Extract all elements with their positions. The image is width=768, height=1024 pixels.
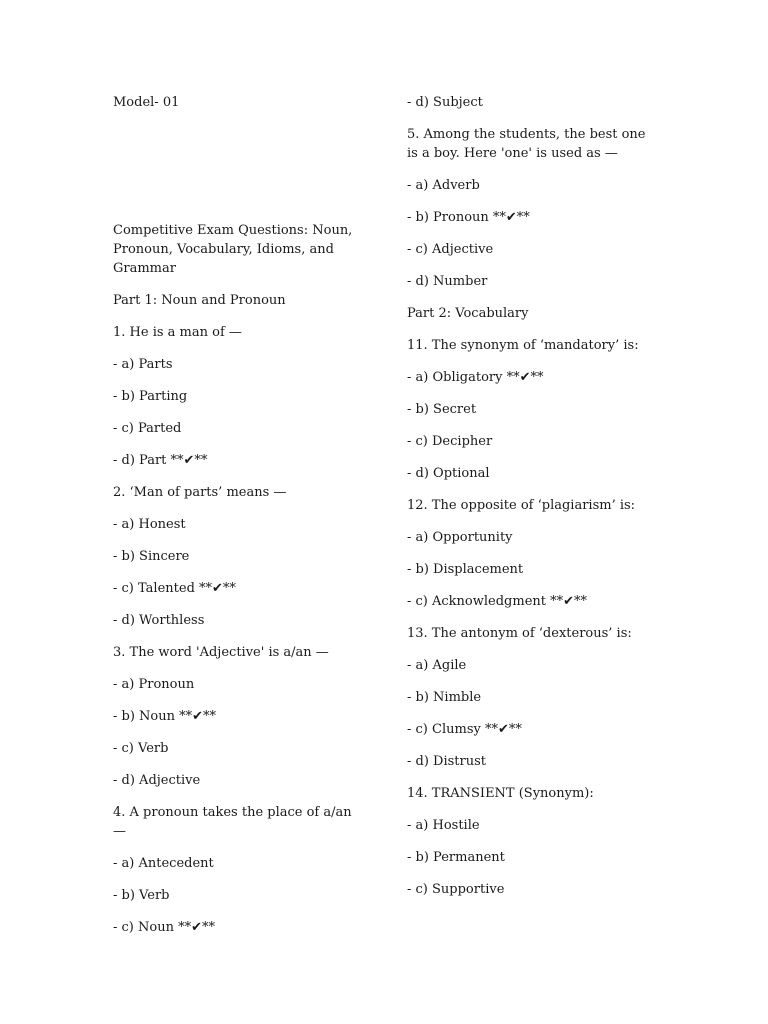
option-line-correct: - c) Acknowledgment **✔**	[407, 594, 588, 609]
question-12: 12. The opposite of ‘plagiarism’ is:	[407, 498, 636, 513]
option-line: - d) Number	[407, 274, 488, 289]
part2-heading: Part 2: Vocabulary	[407, 306, 529, 321]
option-line-correct: - b) Noun **✔**	[113, 709, 217, 724]
option-line-correct: - c) Talented **✔**	[113, 581, 236, 596]
option-line-correct: - c) Clumsy **✔**	[407, 722, 522, 737]
question-14: 14. TRANSIENT (Synonym):	[407, 786, 594, 801]
option-line: - a) Hostile	[407, 818, 480, 833]
left-column	[113, 93, 361, 950]
part1-heading: Part 1: Noun and Pronoun	[113, 293, 286, 308]
option-line: - b) Parting	[113, 389, 188, 404]
option-line: - d) Optional	[407, 466, 490, 481]
option-line: - a) Parts	[113, 357, 173, 372]
option-line-correct: - a) Obligatory **✔**	[407, 370, 544, 385]
blank-space	[113, 125, 361, 221]
option-line: - a) Adverb	[407, 178, 480, 193]
option-line: - a) Pronoun	[113, 677, 195, 692]
option-line: - a) Opportunity	[407, 530, 513, 545]
option-line: - c) Verb	[113, 741, 169, 756]
option-line: - b) Verb	[113, 888, 170, 903]
option-line: - d) Distrust	[407, 754, 487, 769]
option-line: - b) Displacement	[407, 562, 524, 577]
option-line: - c) Supportive	[407, 882, 505, 897]
option-line: - a) Honest	[113, 517, 186, 532]
option-line: - b) Permanent	[407, 850, 505, 865]
option-line: - b) Sincere	[113, 549, 190, 564]
question-2: 2. ‘Man of parts’ means —	[113, 485, 287, 500]
option-line: - b) Secret	[407, 402, 477, 417]
option-line: - d) Adjective	[113, 773, 201, 788]
option-line-correct: - d) Part **✔**	[113, 453, 208, 468]
option-line: - c) Parted	[113, 421, 182, 436]
right-column	[407, 93, 655, 912]
question-5: 5. Among the students, the best one is a boy. Here 'one' is used as —	[407, 127, 646, 161]
option-line-correct: - c) Noun **✔**	[113, 920, 215, 935]
question-11: 11. The synonym of ‘mandatory’ is:	[407, 338, 639, 353]
option-line: - d) Worthless	[113, 613, 205, 628]
option-line: - d) Subject	[407, 95, 483, 110]
question-4: 4. A pronoun takes the place of a/an —	[113, 805, 352, 839]
model-title: Model- 01	[113, 95, 180, 110]
question-13: 13. The antonym of ‘dexterous’ is:	[407, 626, 632, 641]
option-line: - a) Antecedent	[113, 856, 214, 871]
question-3: 3. The word 'Adjective' is a/an —	[113, 645, 329, 660]
document-title: Competitive Exam Questions: Noun, Pronoun, Vocabulary, Idioms, and Grammar	[113, 223, 353, 276]
question-1: 1. He is a man of —	[113, 325, 242, 340]
option-line-correct: - b) Pronoun **✔**	[407, 210, 530, 225]
option-line: - b) Nimble	[407, 690, 482, 705]
option-line: - c) Decipher	[407, 434, 493, 449]
option-line: - a) Agile	[407, 658, 467, 673]
option-line: - c) Adjective	[407, 242, 494, 257]
